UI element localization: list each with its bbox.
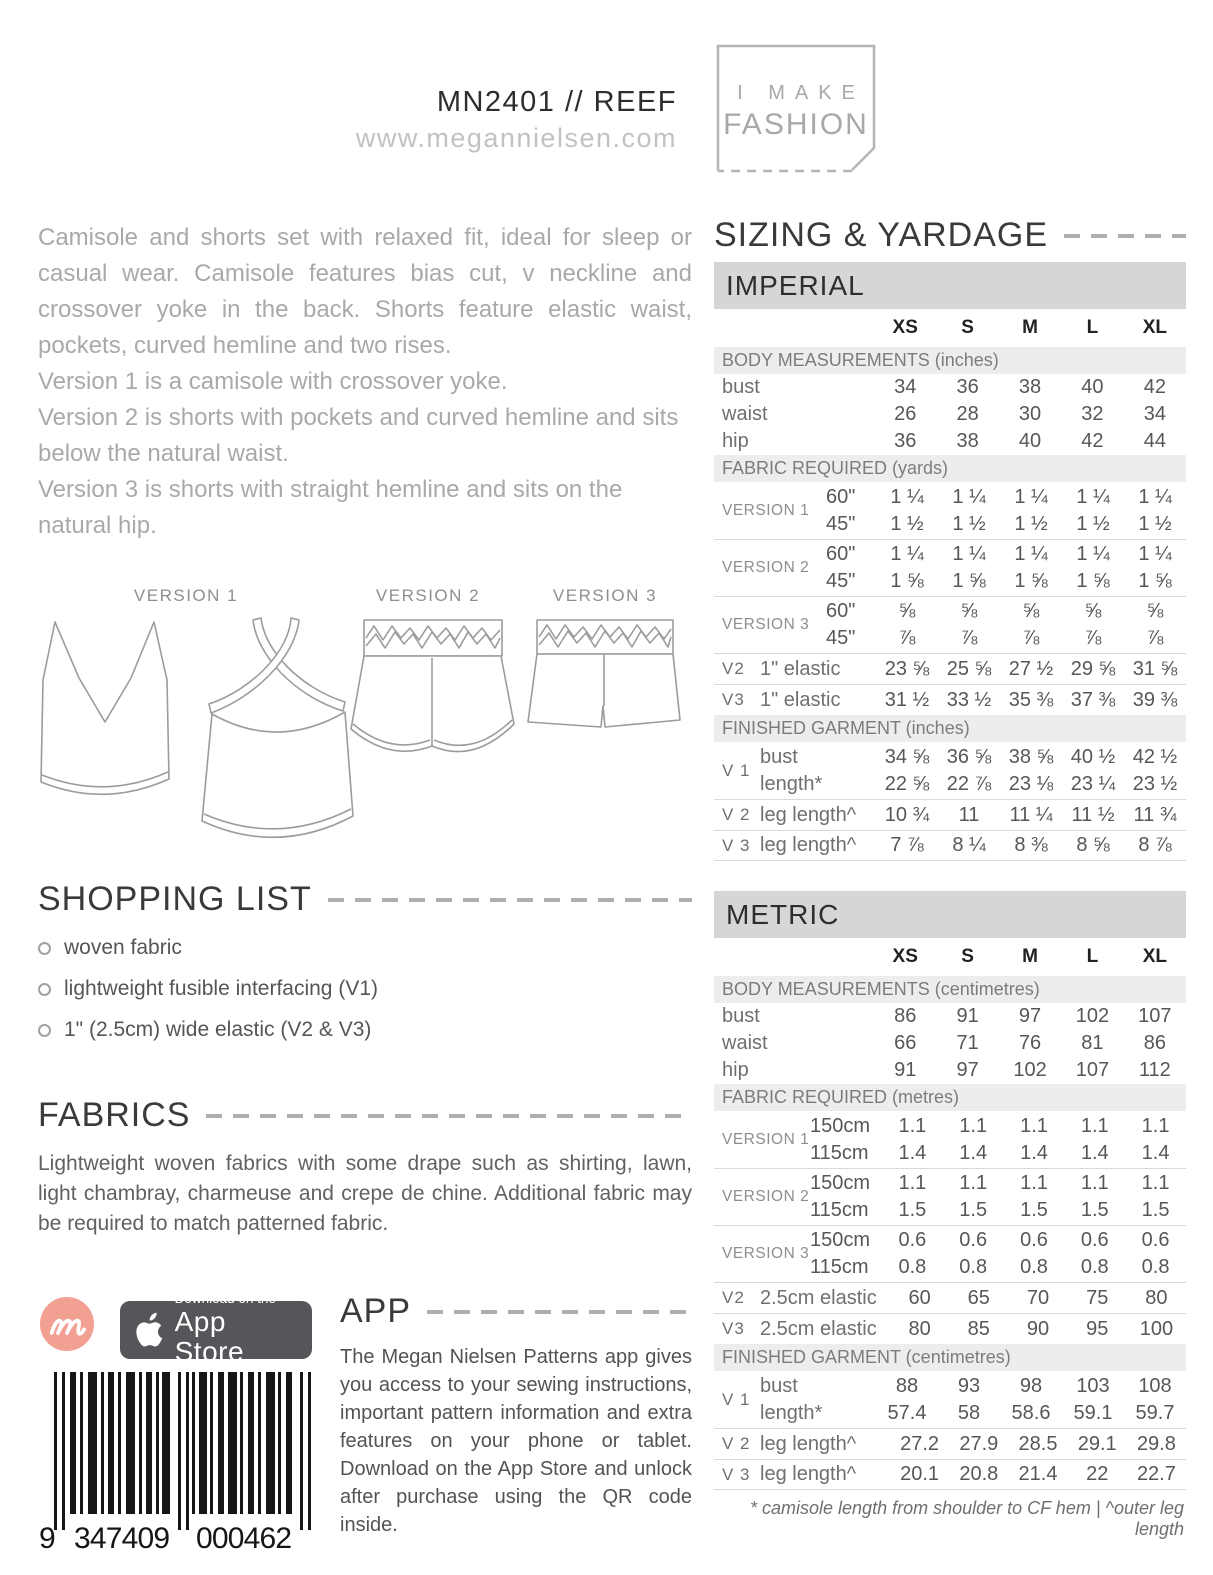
table-cell: 44 <box>1143 430 1166 452</box>
table-cell: 30 <box>1018 403 1042 425</box>
table-cell: 22 <box>1086 1463 1109 1485</box>
table-cell: 86 <box>894 1005 917 1027</box>
table-cell: 28.5 <box>1018 1432 1058 1455</box>
shorts-straight-hem-illustration <box>525 614 685 734</box>
list-item <box>38 1018 692 1042</box>
table-cell: 66 <box>894 1032 917 1054</box>
fabrics-section <box>38 1096 692 1239</box>
table-cell: 36 <box>894 430 917 452</box>
table-cell: L <box>1086 946 1099 967</box>
table-cell: 37 ⅜ <box>1070 688 1116 711</box>
table-row: V2 1" elastic 23 ⅝ 25 ⅝ 27 ½ 29 ⅝ 31 ⅝ <box>714 653 1186 684</box>
table-row: VERSION 1 60" 45" 1 ¼ 1 ¼ 1 ¼ 1 ¼ 1 ¼ 1 ½ 1 ½ 1 ½ 1 ½ 1 ½ <box>714 482 1186 539</box>
table-cell: 76 <box>1018 1032 1042 1054</box>
table-cell: 58.6 <box>1011 1401 1051 1424</box>
table-cell: 1.4 <box>959 1141 988 1164</box>
table-cell: 1 ½ <box>1138 512 1172 535</box>
table-cell: 1.1 <box>898 1172 927 1194</box>
shopping-list-section <box>38 880 692 1042</box>
table-row <box>714 401 1186 428</box>
badge-line2: App Store <box>174 1305 245 1368</box>
table-cell: 1 ¼ <box>1076 543 1110 565</box>
row-label: VERSION 2 <box>722 559 810 576</box>
description-version3: Version 3 is shorts with straight hemline and sits on the natural hip. <box>38 476 623 539</box>
table-cell: 97 <box>1018 1005 1042 1027</box>
barcode-group2: 000462 <box>196 1522 292 1552</box>
table-row: V 2 leg length^ 27.2 27.9 28.5 29.1 29.8 <box>714 1428 1186 1459</box>
dashed-rule <box>1064 234 1186 238</box>
table-cell: 85 <box>967 1317 990 1340</box>
camisole-front-illustration <box>40 616 170 816</box>
table-cell: 91 <box>894 1059 917 1081</box>
row-label: bust <box>722 1005 760 1027</box>
size-header-cells <box>874 946 1186 968</box>
row-label: hip <box>722 1059 749 1081</box>
table-cell: 0.8 <box>959 1256 988 1278</box>
table-cell: 23 ½ <box>1132 772 1178 795</box>
row-label: VERSION 1 <box>722 501 810 519</box>
row-label: VERSION 3 <box>722 1245 810 1262</box>
sizing-yardage-title: SIZING & YARDAGE <box>714 216 1049 254</box>
table-title: IMPERIAL <box>714 262 1186 309</box>
table-cell: ⅞ <box>960 627 978 649</box>
table-cell: 1.4 <box>1080 1141 1109 1164</box>
table-cell: 70 <box>1026 1286 1050 1309</box>
table-row: VERSION 2 150cm 115cm 1.1 1.1 1.1 1.1 1.1 1.5 1.5 1.5 1.5 1.5 <box>714 1168 1186 1225</box>
table-cell: 11 <box>958 803 980 826</box>
table-row <box>714 374 1186 401</box>
table-cell: 10 ¾ <box>884 803 930 826</box>
table-cell: 1 ¼ <box>890 485 924 508</box>
table-cell: 1 ¼ <box>952 485 986 508</box>
table-cell: 21.4 <box>1018 1463 1058 1485</box>
table-cell: XL <box>1142 946 1167 967</box>
table-row: V3 1" elastic 31 ½ 33 ½ 35 ⅜ 37 ⅜ 39 ⅜ <box>714 684 1186 715</box>
table-row: V3 2.5cm elastic 80 85 90 95 100 <box>714 1313 1186 1344</box>
table-cell: 1 ⅝ <box>1076 570 1110 592</box>
row-label: bust <box>722 376 760 398</box>
table-cell: 1 ⅝ <box>1014 570 1048 592</box>
table-cell: 103 <box>1076 1374 1110 1397</box>
table-cell: 40 <box>1018 430 1042 452</box>
table-cell: 112 <box>1138 1059 1171 1081</box>
table-row: VERSION 1 150cm 115cm 1.1 1.1 1.1 1.1 1.1 1.4 1.4 1.4 1.4 1.4 <box>714 1111 1186 1168</box>
table-cell: 22.7 <box>1136 1463 1176 1485</box>
table-row: V2 2.5cm elastic 60 65 70 75 80 <box>714 1282 1186 1313</box>
row-label: 2.5cm elastic <box>760 1317 877 1340</box>
sizing-yardage-header <box>714 216 1186 255</box>
table-cell: 34 <box>1143 403 1166 425</box>
table-cell: 59.7 <box>1135 1401 1175 1424</box>
table-cell: 90 <box>1026 1317 1050 1340</box>
table-cell: 36 <box>956 376 979 398</box>
table-cell: 0.6 <box>1080 1229 1109 1251</box>
row-label: waist <box>722 403 768 425</box>
table-cell: ⅝ <box>960 600 978 622</box>
table-cell: 26 <box>894 403 917 425</box>
table-cell: 98 <box>1019 1374 1043 1397</box>
table-cell: M <box>1022 317 1038 338</box>
version2-label: VERSION 2 <box>375 586 481 605</box>
table-cell: 29.8 <box>1136 1432 1176 1455</box>
table-row: V 1 bust length* 88 93 98 103 108 57.4 58 58.6 59.1 59.7 <box>714 1371 1186 1428</box>
version3-label: VERSION 3 <box>552 586 658 605</box>
logo-line1: I MAKE <box>737 82 865 104</box>
table-cell: 8 ⅝ <box>1076 834 1110 856</box>
circle-bullet-icon <box>38 942 51 955</box>
section-bar: FINISHED GARMENT (centimetres) <box>714 1344 1186 1371</box>
table-cell: 1.5 <box>1020 1199 1048 1221</box>
list-item-label: 1" (2.5cm) wide elastic (V2 & V3) <box>64 1018 372 1041</box>
section-bar: FABRIC REQUIRED (metres) <box>714 1084 1186 1111</box>
badge-line1: Download on the <box>174 1290 276 1306</box>
table-row: V 3 leg length^ 20.1 20.8 21.4 22 22.7 <box>714 1459 1186 1490</box>
table-cell: 38 <box>1018 376 1042 398</box>
table-cell: S <box>961 946 974 967</box>
section-bar: FABRIC REQUIRED (yards) <box>714 455 1186 482</box>
website-url: www.megannielsen.com <box>355 123 677 153</box>
table-cell: 0.6 <box>898 1229 927 1251</box>
table-cell: 75 <box>1086 1286 1109 1309</box>
table-cell: 40 ½ <box>1070 745 1116 768</box>
table-cell: 60 <box>908 1286 931 1309</box>
table-cell: 23 ⅛ <box>1008 772 1054 795</box>
table-cell: 22 ⅝ <box>884 772 930 795</box>
barcode-digit: 9 <box>39 1522 56 1552</box>
table-cell: 22 ⅞ <box>946 772 992 795</box>
table-cell: 107 <box>1138 1005 1172 1027</box>
table-cell: 0.8 <box>1020 1256 1048 1278</box>
table-cell: S <box>961 317 974 338</box>
table-row <box>714 1030 1186 1057</box>
table-cell: 11 ¾ <box>1133 803 1177 826</box>
table-cell: 27.9 <box>959 1432 999 1455</box>
table-cell: 100 <box>1139 1317 1174 1340</box>
table-cell: 8 ⅜ <box>1014 834 1048 856</box>
app-title: APP <box>340 1292 412 1330</box>
apple-icon <box>134 1311 165 1349</box>
table-cell: 1 ⅝ <box>952 570 986 592</box>
list-item <box>38 936 692 960</box>
row-label: 1" elastic <box>760 657 841 680</box>
table-row <box>714 1003 1186 1030</box>
table-cell: 88 <box>895 1374 919 1397</box>
table-cell: 65 <box>967 1286 990 1309</box>
table-cell: 86 <box>1143 1032 1166 1054</box>
table-cell: 0.6 <box>1141 1229 1170 1251</box>
table-cell: 0.8 <box>1080 1256 1109 1278</box>
table-row: V 2 leg length^ 10 ¾ 11 11 ¼ 11 ½ 11 ¾ <box>714 799 1186 830</box>
table-cell: 80 <box>1145 1286 1168 1309</box>
table-cell: ⅞ <box>898 627 916 649</box>
table-cell: 0.6 <box>959 1229 988 1251</box>
table-cell: 1 ¼ <box>1076 485 1110 508</box>
table-cell: 42 <box>1081 430 1104 452</box>
size-header-cells <box>874 317 1186 339</box>
table-cell: 1 ½ <box>1014 512 1048 535</box>
barcode <box>38 1372 323 1552</box>
table-cell: 1.5 <box>898 1199 927 1221</box>
table-cell: M <box>1022 946 1038 967</box>
badge-text <box>175 1292 298 1368</box>
dashed-rule <box>206 1114 692 1118</box>
table-cell: 1.5 <box>959 1199 988 1221</box>
table-row: VERSION 3 150cm 115cm 0.6 0.6 0.6 0.6 0.6 0.8 0.8 0.8 0.8 0.8 <box>714 1225 1186 1282</box>
table-cell: 1.4 <box>898 1141 927 1164</box>
table-cell: 42 <box>1143 376 1166 398</box>
camisole-back-illustration <box>195 616 360 851</box>
table-cell: 34 <box>894 376 917 398</box>
table-cell: 107 <box>1075 1059 1110 1081</box>
table-cell: 80 <box>908 1317 931 1340</box>
description-version1: Version 1 is a camisole with crossover yoke. <box>38 368 508 395</box>
table-cell: 95 <box>1086 1317 1109 1340</box>
table-cell: 31 ½ <box>884 688 930 711</box>
table-cell: 11 ½ <box>1071 803 1115 826</box>
metric-table <box>714 891 1186 1540</box>
fabrics-text: Lightweight woven fabrics with some drape such as shirting, lawn, light chambray, charmeuse and crepe de chine. Additional fabric may be required to match patterned fabric. <box>38 1152 692 1235</box>
table-cell: 1 ⅝ <box>890 570 924 592</box>
table-cell: 29.1 <box>1077 1432 1117 1455</box>
table-cell: 108 <box>1138 1374 1172 1397</box>
table-cell: XS <box>892 946 918 967</box>
app-section <box>340 1292 692 1539</box>
pattern-title: MN2401 // REEF <box>436 86 677 118</box>
table-cell: 97 <box>956 1059 979 1081</box>
table-cell: 36 ⅝ <box>946 745 992 768</box>
table-cell: 0.8 <box>1141 1256 1170 1278</box>
table-cell: ⅝ <box>1084 600 1102 622</box>
dashed-rule <box>427 1310 692 1314</box>
table-row: V 3 leg length^ 7 ⅞ 8 ¼ 8 ⅜ 8 ⅝ 8 ⅞ <box>714 830 1186 861</box>
shorts-curved-hem-illustration <box>350 614 515 766</box>
table-cell: 0.6 <box>1020 1229 1048 1251</box>
table-cell: 20.8 <box>959 1463 999 1485</box>
table-cell: 1.5 <box>1141 1199 1170 1221</box>
pattern-description <box>38 220 692 544</box>
table-cell: 31 ⅝ <box>1132 657 1178 680</box>
table-cell: ⅞ <box>1022 627 1040 649</box>
app-text: The Megan Nielsen Patterns app gives you access to your sewing instructions, important pattern information and extra features on your phone or tablet. Download on the App Store and unlock after purchase using the QR code inside. <box>340 1346 692 1536</box>
list-item-label: lightweight fusible interfacing (V1) <box>64 977 378 1000</box>
table-cell: 91 <box>956 1005 979 1027</box>
table-cell: 8 ⅞ <box>1138 834 1172 856</box>
table-cell: 71 <box>956 1032 979 1054</box>
table-cell: XL <box>1142 317 1167 338</box>
table-cell: 81 <box>1081 1032 1104 1054</box>
circle-bullet-icon <box>38 983 51 996</box>
table-cell: ⅞ <box>1084 627 1102 649</box>
table-cell: 23 ¼ <box>1070 772 1116 795</box>
table-cell: 1.4 <box>1141 1141 1170 1164</box>
table-row: VERSION 3 60" 45" ⅝ ⅝ ⅝ ⅝ ⅝ ⅞ ⅞ ⅞ ⅞ ⅞ <box>714 596 1186 653</box>
table-cell: 23 ⅝ <box>884 657 930 680</box>
section-bar: BODY MEASUREMENTS (centimetres) <box>714 976 1186 1003</box>
version-illustrations <box>38 586 698 854</box>
section-bar: BODY MEASUREMENTS (inches) <box>714 347 1186 374</box>
table-cell: 1.4 <box>1020 1141 1048 1164</box>
table-cell: 35 ⅜ <box>1008 688 1054 711</box>
table-cell: 1 ½ <box>1076 512 1110 535</box>
table-cell: 1.1 <box>959 1114 988 1137</box>
table-cell: ⅝ <box>1146 600 1164 622</box>
section-bar: FINISHED GARMENT (inches) <box>714 715 1186 742</box>
table-row: VERSION 2 60" 45" 1 ¼ 1 ¼ 1 ¼ 1 ¼ 1 ¼ 1 ⅝ 1 ⅝ 1 ⅝ 1 ⅝ 1 ⅝ <box>714 539 1186 596</box>
table-cell: 1 ½ <box>952 512 986 535</box>
table-cell: 1 ½ <box>890 512 924 535</box>
table-cell: 8 ¼ <box>952 834 986 856</box>
table-cell: 1.5 <box>1080 1199 1109 1221</box>
table-cell: 1.1 <box>1080 1172 1109 1194</box>
app-store-badge <box>120 1290 312 1368</box>
list-item <box>38 977 692 1001</box>
table-cell: 1 ¼ <box>1014 543 1048 565</box>
table-cell: 1.1 <box>898 1114 927 1137</box>
shopping-list-title: SHOPPING LIST <box>38 880 312 918</box>
table-cell: 38 <box>956 430 979 452</box>
table-cell: 39 ⅜ <box>1132 688 1178 711</box>
table-cell: ⅝ <box>1022 600 1040 622</box>
table-cell: 1 ¼ <box>890 543 924 565</box>
table-cell: ⅞ <box>1146 627 1164 649</box>
shopping-list-header <box>38 880 692 919</box>
table-cell: 58 <box>957 1401 981 1424</box>
table-cell: 7 ⅞ <box>890 834 924 856</box>
barcode-group1: 347409 <box>74 1522 170 1552</box>
table-cell: 93 <box>957 1374 981 1397</box>
row-label: leg length^ <box>760 1463 857 1485</box>
app-header <box>340 1292 692 1331</box>
table-cell: 0.8 <box>898 1256 927 1278</box>
table-cell: 102 <box>1075 1005 1110 1027</box>
table-cell: 1.1 <box>1141 1172 1170 1194</box>
table-cell: 1.1 <box>1020 1114 1048 1137</box>
table-cell: 1.1 <box>959 1172 988 1194</box>
i-make-fashion-logo <box>716 44 876 174</box>
row-label: 2.5cm elastic <box>760 1286 877 1309</box>
table-cell: 33 ½ <box>946 688 992 711</box>
table-cell: 1.1 <box>1080 1114 1109 1137</box>
row-label: VERSION 2 <box>722 1188 810 1205</box>
table-cell: L <box>1086 317 1099 338</box>
description-paragraph: Camisole and shorts set with relaxed fit, ideal for sleep or casual wear. Camisole features bias cut, v neckline and crossover yoke in the back. Shorts feature elastic waist, pockets, curved hemline and two rises. <box>38 224 692 359</box>
table-cell: ⅝ <box>898 600 916 622</box>
table-row <box>714 1057 1186 1084</box>
table-cell: XS <box>892 317 918 338</box>
fabrics-header <box>38 1096 692 1135</box>
table-cell: 27.2 <box>900 1432 940 1455</box>
table-cell: 28 <box>956 403 979 425</box>
table-cell: 1 ¼ <box>1138 485 1172 508</box>
row-label: leg length^ <box>760 834 857 856</box>
size-header-row <box>714 938 1186 976</box>
row-label: VERSION 1 <box>722 1130 810 1148</box>
fabrics-title: FABRICS <box>38 1096 191 1134</box>
dashed-rule <box>328 898 692 902</box>
table-cell: 1 ⅝ <box>1138 570 1172 592</box>
circle-bullet-icon <box>38 1024 51 1037</box>
table-cell: 1 ¼ <box>1138 543 1172 565</box>
table-cell: 1.1 <box>1141 1114 1170 1137</box>
imperial-table <box>714 262 1186 861</box>
size-header-row <box>714 309 1186 347</box>
table-cell: 27 ½ <box>1008 657 1054 680</box>
row-label: waist <box>722 1032 768 1054</box>
row-label: leg length^ <box>760 1432 857 1455</box>
table-cell: 1.1 <box>1020 1172 1048 1194</box>
row-label: leg length^ <box>760 803 857 826</box>
row-label: VERSION 3 <box>722 616 810 633</box>
table-cell: 40 <box>1081 376 1104 398</box>
table-cell: 1 ¼ <box>952 543 986 565</box>
table-cell: 59.1 <box>1073 1401 1113 1424</box>
table-cell: 32 <box>1081 403 1104 425</box>
table-row <box>714 428 1186 455</box>
logo-line2: FASHION <box>723 108 869 141</box>
row-label: 1" elastic <box>760 688 841 711</box>
table-row: V 1 bust length* 34 ⅝ 36 ⅝ 38 ⅝ 40 ½ 42 ½ 22 ⅝ 22 ⅞ 23 ⅛ 23 ¼ 23 ½ <box>714 742 1186 799</box>
description-version2: Version 2 is shorts with pockets and curved hemline and sits below the natural waist. <box>38 404 679 467</box>
table-cell: 57.4 <box>887 1401 927 1424</box>
brand-header <box>356 86 677 154</box>
version1-label: VERSION 1 <box>133 586 239 605</box>
table-cell: 102 <box>1013 1059 1047 1081</box>
table-cell: 42 ½ <box>1132 745 1178 768</box>
table-title: METRIC <box>714 891 1186 938</box>
megan-nielsen-logo-icon <box>40 1297 94 1351</box>
table-cell: 38 ⅝ <box>1008 745 1054 768</box>
table-cell: 25 ⅝ <box>946 657 992 680</box>
list-item-label: woven fabric <box>64 936 182 959</box>
table-cell: 11 ¼ <box>1009 803 1053 826</box>
table-cell: 1 ¼ <box>1014 485 1048 508</box>
table-cell: 29 ⅝ <box>1070 657 1116 680</box>
row-label: hip <box>722 430 749 452</box>
table-cell: 34 ⅝ <box>884 745 930 768</box>
table-cell: 20.1 <box>900 1463 940 1485</box>
table-footnote: * camisole length from shoulder to CF hem | ^outer leg length <box>750 1498 1184 1539</box>
